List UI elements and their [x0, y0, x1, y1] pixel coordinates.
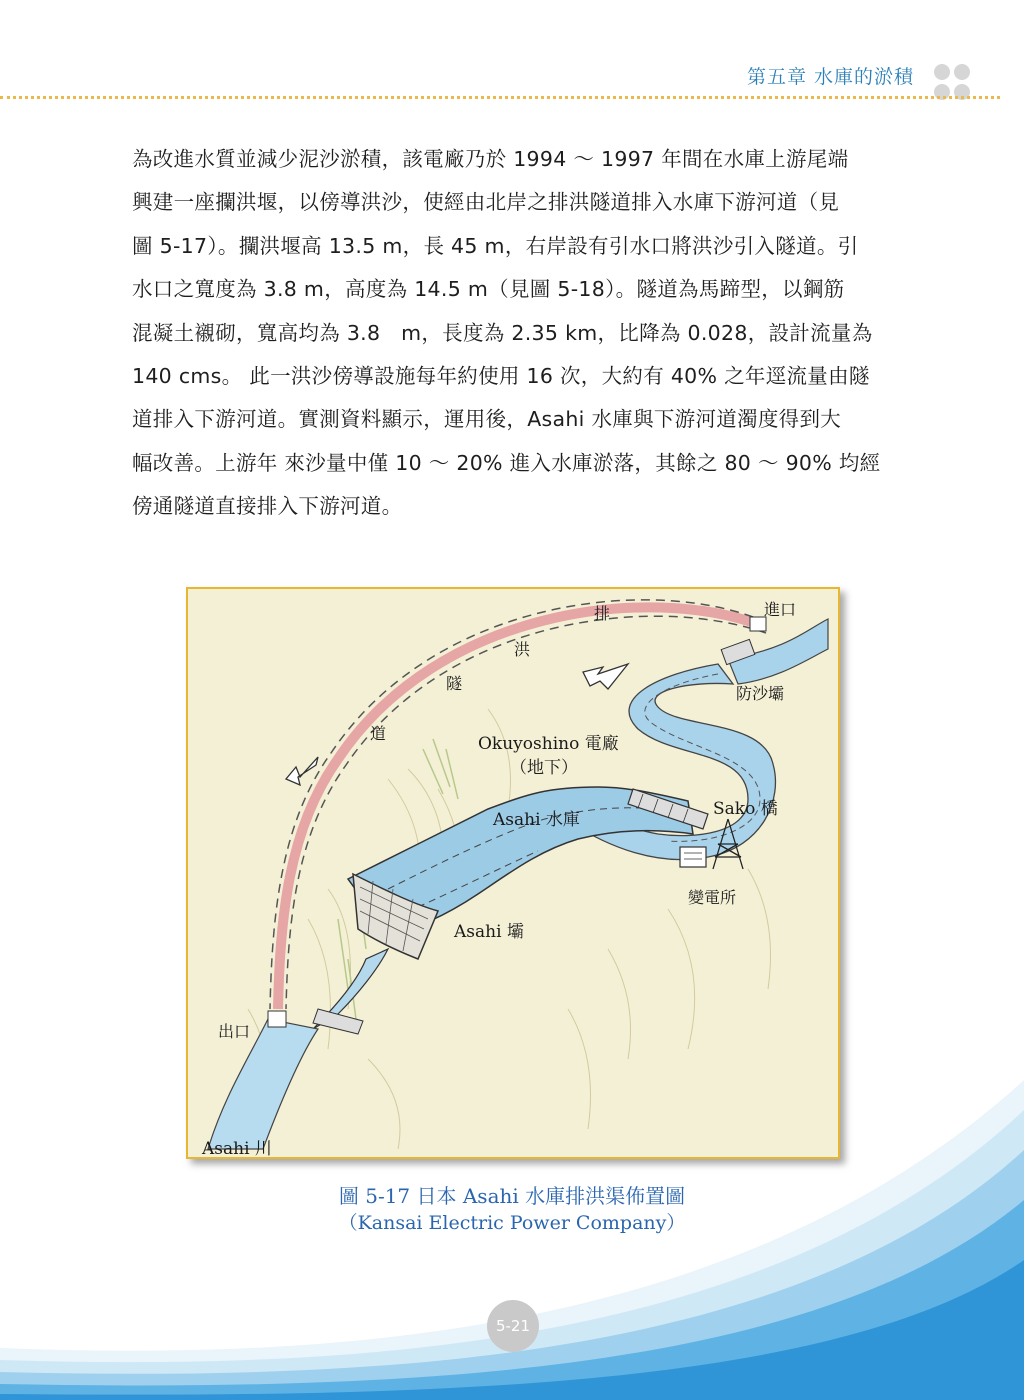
- label-check-dam: 防沙壩: [736, 684, 785, 703]
- label-reservoir: Asahi 水庫: [493, 810, 580, 830]
- figure-caption-source: （Kansai Electric Power Company）: [338, 1212, 686, 1234]
- paragraph-line: 興建一座攔洪堰，以傍導洪沙，使經由北岸之排洪隧道排入水庫下游河道（見: [132, 190, 840, 215]
- label-power-plant: Okuyoshino 電廠: [478, 734, 619, 754]
- paragraph-line: 圖 5-17）。攔洪堰高 13.5 m，長 45 m，右岸設有引水口將洪沙引入隧道。引: [132, 233, 859, 258]
- label-substation: 變電所: [688, 888, 737, 907]
- label-dam: Asahi 壩: [454, 922, 524, 942]
- paragraph-line: 140 cms。 此一洪沙傍導設施每年約使用 16 次，大約有 40% 之年逕流量由隧: [132, 364, 870, 389]
- label-tunnel-2: 洪: [514, 640, 531, 659]
- label-sako-bridge: Sako 橋: [713, 799, 778, 819]
- label-inlet: 進口: [764, 600, 797, 619]
- label-tunnel-3: 隧: [446, 674, 463, 693]
- paragraph-line: 水口之寬度為 3.8 m，高度為 14.5 m（見圖 5-18）。隧道為馬蹄型，以鋼筋: [132, 277, 845, 302]
- paragraph-line: 幅改善。上游年 來沙量中僅 10 ～ 20% 進入水庫淤落，其餘之 80 ～ 90% 均經: [132, 450, 881, 475]
- paragraph-line: 為改進水質並減少泥沙淤積，該電廠乃於 1994 ～ 1997 年間在水庫上游尾端: [132, 147, 849, 171]
- label-river: Asahi 川: [202, 1139, 272, 1159]
- page-number-badge: 5-21: [487, 1300, 539, 1352]
- label-tunnel-1: 排: [594, 604, 611, 623]
- figure-caption: 圖 5-17 日本 Asahi 水庫排洪渠佈置圖: [338, 1184, 686, 1208]
- label-power-plant-note: （地下）: [510, 758, 578, 778]
- paragraph-line: 混凝土襯砌，寬高均為 3.8 m，長度為 2.35 km，比降為 0.028，設計流量為: [132, 320, 873, 345]
- paragraph-line: 道排入下游河道。實測資料顯示，運用後，Asahi 水庫與下游河道濁度得到大: [132, 407, 842, 432]
- paragraph-line: 傍通隧道直接排入下游河道。: [132, 494, 403, 519]
- label-tunnel-4: 道: [370, 724, 387, 743]
- label-outlet: 出口: [218, 1022, 251, 1041]
- chapter-title: 第五章 水庫的淤積: [746, 66, 914, 88]
